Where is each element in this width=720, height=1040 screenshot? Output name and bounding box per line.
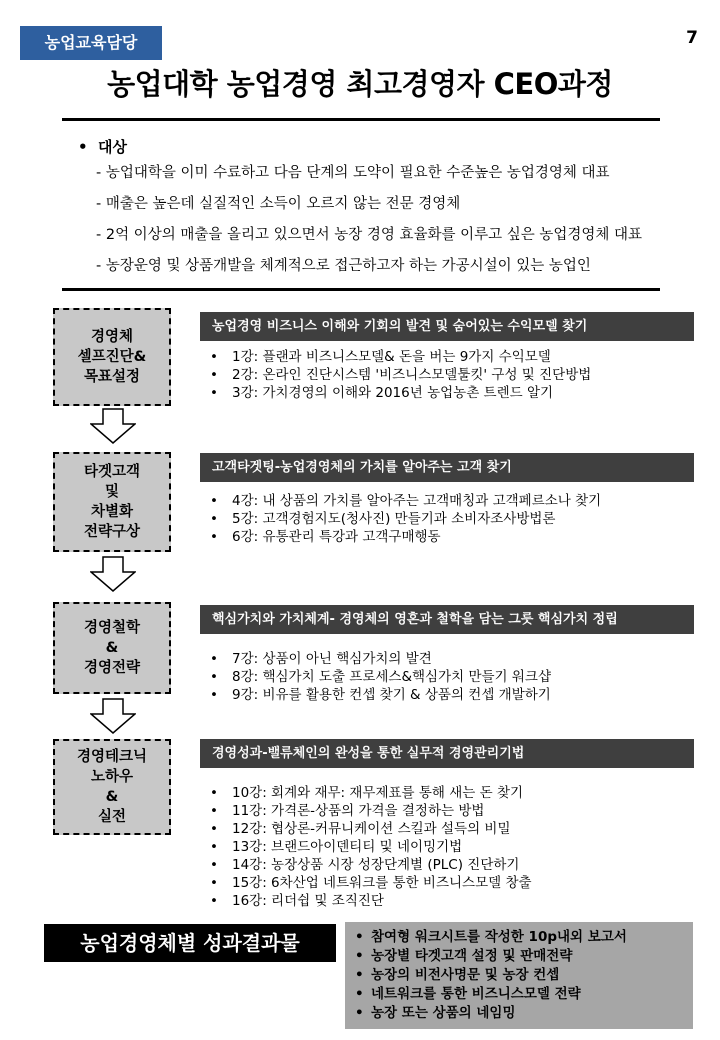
lesson-item: • 11강: 가격론-상품의 가격을 결정하는 방법 bbox=[210, 802, 532, 820]
results-list bbox=[355, 928, 693, 1023]
step-philosophy-strategy: 경영철학 & 경영전략 bbox=[53, 602, 171, 694]
lesson-item: • 12강: 협상론-커뮤니케이션 스킬과 설득의 비밀 bbox=[210, 820, 532, 838]
lesson-item: • 5강: 고객경험지도(청사진) 만들기과 소비자조사방법론 bbox=[210, 510, 601, 528]
result-item: • 농장 또는 상품의 네임밍 bbox=[355, 1004, 693, 1023]
result-item: • 네트워크를 통한 비즈니스모델 전략 bbox=[355, 985, 693, 1004]
target-item: - 농장운영 및 상품개발을 체계적으로 접근하고자 하는 가공시설이 있는 농업인 bbox=[96, 258, 591, 274]
step-management-technique: 경영테크닉 노하우 & 실전 bbox=[53, 739, 171, 835]
target-item: - 매출은 높은데 실질적인 소득이 오르지 않는 전문 경영체 bbox=[96, 196, 461, 212]
lesson-item: • 10강: 회계와 재무: 재무제표를 통해 새는 돈 찾기 bbox=[210, 784, 532, 802]
result-item: • 농장의 비전사명문 및 농장 컨셉 bbox=[355, 966, 693, 985]
page-title: 농업대학 농업경영 최고경영자 CEO과정 bbox=[107, 67, 613, 101]
result-item: • 농장별 타겟고객 설정 및 판매전략 bbox=[355, 947, 693, 966]
step-4-lessons bbox=[210, 784, 532, 910]
target-item: - 농업대학을 이미 수료하고 다음 단계의 도약이 필요한 수준높은 농업경영체 대표 bbox=[96, 165, 610, 181]
step-self-diagnosis: 경영체 셀프진단& 목표설정 bbox=[53, 308, 171, 406]
down-arrow-icon bbox=[90, 698, 136, 734]
section-divider bbox=[62, 288, 660, 291]
target-list bbox=[96, 162, 642, 286]
lesson-item: • 3강: 가치경영의 이해와 2016년 농업농촌 트렌드 알기 bbox=[210, 384, 591, 402]
target-item: - 2억 이상의 매출을 올리고 있으면서 농장 경영 효율화를 이루고 싶은 농업경영체 대표 bbox=[96, 227, 643, 243]
page-number: 7 bbox=[686, 28, 698, 48]
step-2-lessons bbox=[210, 492, 601, 546]
lesson-item: • 14강: 농장상품 시장 성장단계별 (PLC) 진단하기 bbox=[210, 856, 532, 874]
lesson-item: • 16강: 리더쉽 및 조직진단 bbox=[210, 892, 532, 910]
result-item: • 참여형 워크시트를 작성한 10p내외 보고서 bbox=[355, 928, 693, 947]
target-heading: • 대상 bbox=[78, 138, 128, 156]
step-1-lessons bbox=[210, 348, 591, 402]
step-1-bar: 농업경영 비즈니스 이해와 기회의 발견 및 숨어있는 수익모델 찾기 bbox=[200, 312, 694, 341]
lesson-item: • 15강: 6차산업 네트워크를 통한 비즈니스모델 창출 bbox=[210, 874, 532, 892]
lesson-item: • 2강: 온라인 진단시스템 '비즈니스모델툴킷' 구성 및 진단방법 bbox=[210, 366, 591, 384]
down-arrow-icon bbox=[90, 408, 136, 444]
lesson-item: • 7강: 상품이 아닌 핵심가치의 발견 bbox=[210, 650, 551, 668]
step-target-customer: 타겟고객 및 차별화 전략구상 bbox=[53, 452, 171, 552]
title-divider bbox=[62, 118, 660, 121]
step-3-lessons bbox=[210, 650, 551, 704]
lesson-item: • 8강: 핵심가치 도출 프로세스&핵심가치 만들기 워크샵 bbox=[210, 668, 551, 686]
step-4-bar: 경영성과-밸류체인의 완성을 통한 실무적 경영관리기법 bbox=[200, 739, 694, 768]
department-tag: 농업교육담당 bbox=[20, 26, 162, 60]
down-arrow-icon bbox=[90, 556, 136, 592]
lesson-item: • 6강: 유통관리 특강과 고객구매행동 bbox=[210, 528, 601, 546]
results-label: 농업경영체별 성과결과물 bbox=[44, 924, 336, 962]
step-3-bar: 핵심가치와 가치체계- 경영체의 영혼과 철학을 담는 그릇 핵심가치 정립 bbox=[200, 605, 694, 634]
lesson-item: • 9강: 비유를 활용한 컨셉 찾기 & 상품의 컨셉 개발하기 bbox=[210, 686, 551, 704]
lesson-item: • 13강: 브랜드아이덴티티 및 네이밍기법 bbox=[210, 838, 532, 856]
results-box bbox=[345, 922, 693, 1029]
lesson-item: • 4강: 내 상품의 가치를 알아주는 고객매칭과 고객페르소나 찾기 bbox=[210, 492, 601, 510]
step-2-bar: 고객타겟팅-농업경영체의 가치를 알아주는 고객 찾기 bbox=[200, 453, 694, 482]
lesson-item: • 1강: 플랜과 비즈니스모델& 돈을 버는 9가지 수익모델 bbox=[210, 348, 591, 366]
